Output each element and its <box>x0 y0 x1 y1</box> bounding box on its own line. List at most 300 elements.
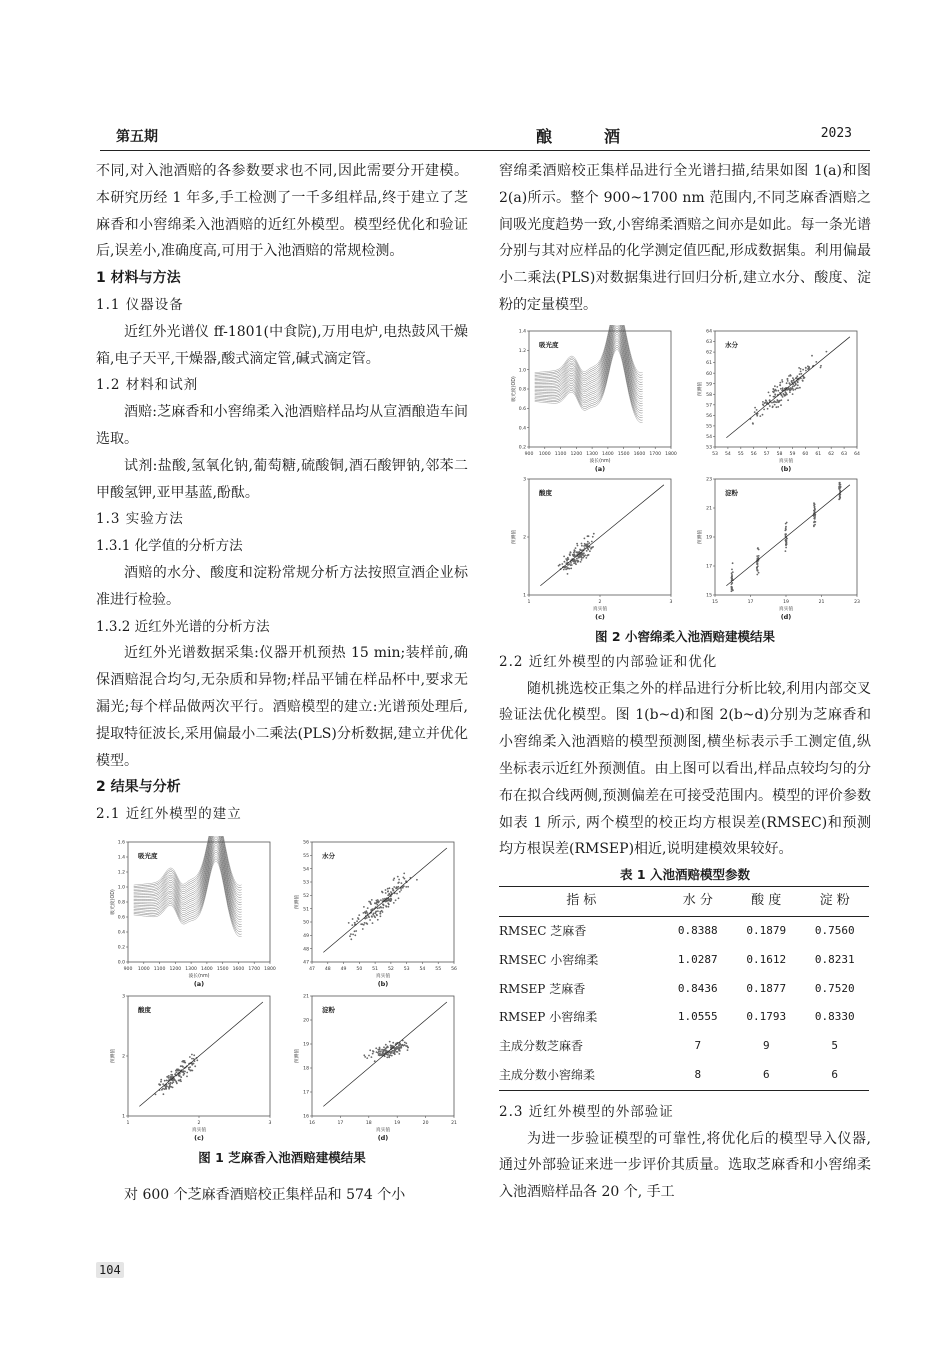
data-point <box>785 527 787 529</box>
data-point <box>772 406 774 408</box>
data-point <box>784 391 786 393</box>
x-tick-label: 52 <box>387 966 394 972</box>
y-tick-label: 47 <box>303 960 309 966</box>
table-cell: 5 <box>831 1039 839 1053</box>
data-point <box>184 1062 186 1064</box>
data-point <box>369 1049 371 1051</box>
data-point <box>773 391 775 393</box>
table-cell: 6 <box>732 1061 800 1090</box>
data-point <box>567 573 569 575</box>
data-point <box>366 1057 368 1059</box>
y-tick-label: 1 <box>122 1114 125 1120</box>
data-point <box>381 910 383 912</box>
y-axis-label: 吸光度(OD) <box>512 375 517 402</box>
table-header-cell: 水 分 <box>664 887 732 917</box>
data-point <box>566 566 568 568</box>
data-point <box>350 938 352 940</box>
data-point <box>350 933 352 935</box>
data-point <box>372 914 374 916</box>
data-point <box>397 1048 399 1050</box>
data-point <box>386 1056 388 1058</box>
data-point <box>839 487 841 489</box>
x-tick-label: 1400 <box>201 966 213 972</box>
data-point <box>160 1081 162 1083</box>
table-row <box>499 1061 869 1090</box>
x-tick-label: 1100 <box>153 966 166 972</box>
data-point <box>583 555 585 557</box>
data-point <box>815 361 817 363</box>
section-2-heading: 2 结果与分析 <box>96 779 181 796</box>
y-axis-label: 预测值 <box>512 529 517 544</box>
x-tick-label: 23 <box>854 599 860 605</box>
panel-sublabel: (a) <box>193 979 205 988</box>
data-point <box>184 1060 186 1062</box>
table-cell: 0.1877 <box>746 981 787 995</box>
data-point <box>778 400 780 402</box>
data-point <box>790 389 792 391</box>
data-point <box>587 543 589 545</box>
data-point <box>798 367 800 369</box>
y-tick-label: 1.0 <box>518 368 526 374</box>
data-point <box>387 888 389 890</box>
table-cell: 9 <box>762 1039 770 1053</box>
data-point <box>416 879 418 881</box>
fig1-panel-b <box>290 836 462 992</box>
data-point <box>783 393 785 395</box>
x-tick-label: 1000 <box>137 966 150 972</box>
data-point <box>382 907 384 909</box>
panel-sublabel: (a) <box>594 464 606 473</box>
data-point <box>587 554 589 556</box>
data-point <box>567 567 569 569</box>
y-tick-label: 1.4 <box>518 329 526 335</box>
y-tick-label: 61 <box>706 361 712 367</box>
data-point <box>576 559 578 561</box>
x-tick-label: 19 <box>394 1120 401 1126</box>
x-tick-label: 56 <box>451 966 457 972</box>
y-tick-label: 2 <box>122 1054 125 1060</box>
data-point <box>382 898 384 900</box>
y-tick-label: 1.6 <box>117 840 125 846</box>
data-point <box>757 569 759 571</box>
data-point <box>782 381 784 383</box>
data-point <box>785 526 787 528</box>
panel-label: 淀粉 <box>725 488 738 497</box>
data-point <box>782 389 784 391</box>
data-point <box>776 399 778 401</box>
data-point <box>776 386 778 388</box>
data-point <box>393 1052 395 1054</box>
table-cell: 8 <box>664 1061 732 1090</box>
x-tick-label: 1600 <box>633 451 646 457</box>
data-point <box>375 1047 377 1049</box>
data-point <box>570 551 572 553</box>
table-row <box>499 916 869 945</box>
data-point <box>573 562 575 564</box>
panel-label: 吸光度 <box>539 340 559 349</box>
y-axis-label: 预测值 <box>295 1048 300 1064</box>
data-point <box>588 535 590 537</box>
plot-frame <box>128 842 270 962</box>
x-tick-label: 21 <box>451 1120 457 1126</box>
y-tick-label: 3 <box>122 994 125 1000</box>
left-column <box>96 158 468 1209</box>
data-point <box>397 886 399 888</box>
data-point <box>393 877 395 879</box>
right-top-paragraph: 窖绵柔酒赔校正集样品进行全光谱扫描,结果如图 1(a)和图 2(a)所示。整个 900~1700 nm 范围内,不同芝麻香酒赔之间吸光度趋势一致,小窖绵柔酒赔之间亦是如此。每一条光谱分别与其对应样品的化学测定值匹配,形成数据集。利用偏最小二乘法(PLS)对数据集进行回归分析,建立水分、酸度、淀粉的定量模型。 <box>499 163 871 313</box>
data-point <box>756 409 758 411</box>
section-1-2-text-2: 试剂:盐酸,氢氧化钠,葡萄糖,硫酸铜,酒石酸钾钠,邻苯二甲酸氢钾,亚甲基蓝,酚酞。 <box>96 457 468 501</box>
x-tick-label: 1300 <box>586 451 598 457</box>
section-1-3-heading: 1.3 实验方法 <box>96 511 184 528</box>
data-point <box>371 1056 373 1058</box>
data-point <box>811 355 813 357</box>
data-point <box>786 521 788 523</box>
data-point <box>800 373 802 375</box>
panel-label: 吸光度 <box>138 851 158 860</box>
data-point <box>391 1051 393 1053</box>
x-tick-label: 49 <box>340 966 347 972</box>
figure-1-caption: 图 1 芝麻香入池酒赔建模结果 <box>198 1149 366 1165</box>
data-point <box>392 890 394 892</box>
data-point <box>164 1080 166 1082</box>
data-point <box>170 1082 172 1084</box>
data-point <box>354 930 356 932</box>
data-point <box>400 889 402 891</box>
x-tick-label: 53 <box>403 966 410 972</box>
x-tick-label: 16 <box>309 1120 315 1126</box>
data-point <box>166 1079 168 1081</box>
y-tick-label: 56 <box>706 413 712 419</box>
data-point <box>367 907 369 909</box>
data-point <box>374 915 376 917</box>
y-tick-label: 20 <box>303 1018 309 1024</box>
data-point <box>581 545 583 547</box>
data-point <box>398 881 400 883</box>
data-point <box>180 1076 182 1078</box>
data-point <box>793 379 795 381</box>
section-1-heading: 1 材料与方法 <box>96 270 181 287</box>
x-axis-label: 真实值 <box>375 973 391 979</box>
data-point <box>752 422 754 424</box>
data-point <box>405 1042 407 1044</box>
data-point <box>731 576 733 578</box>
data-point <box>191 1054 193 1056</box>
data-point <box>762 403 764 405</box>
table-cell: RMSEP 芝麻香 <box>499 981 586 996</box>
data-point <box>404 878 406 880</box>
y-tick-label: 18 <box>303 1066 309 1072</box>
y-tick-label: 55 <box>303 853 309 859</box>
data-point <box>577 544 579 546</box>
data-point <box>182 1066 184 1068</box>
x-tick-label: 17 <box>337 1120 344 1126</box>
data-point <box>364 1056 366 1058</box>
x-tick-label: 1100 <box>554 451 567 457</box>
y-tick-label: 57 <box>706 403 712 409</box>
x-tick-label: 1500 <box>216 966 229 972</box>
y-tick-label: 64 <box>706 329 712 335</box>
data-point <box>788 382 790 384</box>
data-point <box>813 509 815 511</box>
data-point <box>802 368 804 370</box>
data-point <box>392 1042 394 1044</box>
data-point <box>403 885 405 887</box>
x-tick-label: 17 <box>747 599 754 605</box>
x-tick-label: 15 <box>712 599 718 605</box>
table-cell: 主成分数小窖绵柔 <box>499 1061 664 1090</box>
data-point <box>567 557 569 559</box>
y-tick-label: 3 <box>523 477 526 483</box>
table-cell: 0.8231 <box>814 952 855 966</box>
data-point <box>792 377 794 379</box>
data-point <box>839 484 841 486</box>
data-point <box>365 911 367 913</box>
data-point <box>762 414 764 416</box>
data-point <box>805 369 807 371</box>
data-point <box>784 394 786 396</box>
data-point <box>385 892 387 894</box>
year-label: 2023 <box>820 126 852 141</box>
data-point <box>355 930 357 932</box>
y-tick-label: 59 <box>706 382 712 388</box>
data-point <box>390 891 392 893</box>
x-tick-label: 1800 <box>264 966 276 972</box>
data-point <box>813 524 815 526</box>
data-point <box>785 533 787 535</box>
data-point <box>380 915 382 917</box>
data-point <box>731 587 733 589</box>
x-tick-label: 47 <box>309 966 315 972</box>
y-tick-label: 21 <box>303 994 309 1000</box>
data-point <box>374 1060 376 1062</box>
panel-label: 淀粉 <box>322 1005 335 1014</box>
y-tick-label: 48 <box>303 947 309 953</box>
y-tick-label: 0.8 <box>117 900 125 906</box>
panel-sublabel: (b) <box>780 464 792 473</box>
page-header <box>100 124 870 148</box>
data-point <box>731 572 733 574</box>
fig1-panel-d <box>290 990 462 1146</box>
x-tick-label: 1700 <box>649 451 662 457</box>
data-point <box>814 508 816 510</box>
data-point <box>397 876 399 878</box>
data-point <box>384 898 386 900</box>
data-point <box>179 1075 181 1077</box>
data-point <box>779 381 781 383</box>
data-point <box>192 1070 194 1072</box>
data-point <box>155 1093 157 1095</box>
y-tick-label: 0.4 <box>518 426 526 432</box>
x-axis-label: 真实值 <box>778 606 794 612</box>
x-tick-label: 1000 <box>538 451 551 457</box>
y-tick-label: 54 <box>303 867 309 873</box>
table-cell: 7 <box>694 1039 702 1053</box>
data-point <box>388 906 390 908</box>
figure-2 <box>499 323 871 625</box>
section-1-3-2-text: 近红外光谱数据采集:仪器开机预热 15 min;装样前,确保酒赔混合均匀,无杂质和异物;样品平铺在样品杯中,要求无漏光;每个样品做两次平行。酒赔模型的建立:光谱预处理后,提取特征波长,采用偏最小二乘法(PLS)分析数据,建立并优化模型。 <box>96 645 468 769</box>
data-point <box>764 402 766 404</box>
data-point <box>172 1081 174 1083</box>
data-point <box>787 399 789 401</box>
y-tick-label: 0.0 <box>117 960 125 966</box>
fig2-panel-b <box>693 325 865 477</box>
data-point <box>170 1076 172 1078</box>
data-point <box>784 529 786 531</box>
section-1-2-text-1: 酒赔:芝麻香和小窖绵柔入池酒赔样品均从宣酒酿造车间选取。 <box>96 404 468 447</box>
data-point <box>731 582 733 584</box>
section-1-3-1-text: 酒赔的水分、酸度和淀粉常规分析方法按照宣酒企业标准进行检验。 <box>96 564 468 608</box>
y-tick-label: 0.2 <box>518 445 526 451</box>
panel-label: 酸度 <box>539 488 552 497</box>
data-point <box>181 1061 183 1063</box>
y-tick-label: 1.2 <box>117 870 125 876</box>
y-tick-label: 51 <box>303 907 309 913</box>
data-point <box>786 382 788 384</box>
data-point <box>773 401 775 403</box>
data-point <box>395 1051 397 1053</box>
journal-title: 酿酒 <box>536 127 673 146</box>
data-point <box>563 568 565 570</box>
data-point <box>167 1076 169 1078</box>
data-point <box>370 902 372 904</box>
data-point <box>563 555 565 557</box>
data-point <box>171 1086 173 1088</box>
data-point <box>407 886 409 888</box>
data-point <box>576 557 578 559</box>
data-point <box>807 368 809 370</box>
table-cell: 1.0287 <box>677 952 718 966</box>
data-point <box>780 388 782 390</box>
table-cell: 0.7560 <box>814 923 855 937</box>
x-tick-label: 57 <box>763 451 770 457</box>
data-point <box>352 933 354 935</box>
data-point <box>580 554 582 556</box>
data-point <box>371 899 373 901</box>
data-point <box>786 543 788 545</box>
x-tick-label: 54 <box>724 451 731 457</box>
data-point <box>775 389 777 391</box>
data-point <box>393 879 395 881</box>
issue-label: 第五期 <box>116 129 158 145</box>
data-point <box>826 350 828 352</box>
data-point <box>186 1072 188 1074</box>
data-point <box>171 1071 173 1073</box>
table-header-cell: 酸 度 <box>732 887 800 917</box>
y-tick-label: 2 <box>523 535 526 541</box>
x-tick-label: 1200 <box>169 966 182 972</box>
table-row <box>499 975 869 1004</box>
data-point <box>163 1093 165 1095</box>
data-point <box>189 1056 191 1058</box>
x-axis-label: 真实值 <box>592 606 608 612</box>
data-point <box>758 555 760 557</box>
data-point <box>169 1085 171 1087</box>
data-point <box>389 1054 391 1056</box>
data-point <box>398 1044 400 1046</box>
section-2-2-text: 随机挑选校正集之外的样品进行分析比较,利用内部交叉验证法优化模型。图 1(b~d)和图 2(b~d)分别为芝麻香和小窖绵柔入池酒赔的模型预测图,横坐标表示手工测定值,纵坐标表示近红外预测值。由上图可以看出,样品点较均匀的分布在拟合线两侧,预测偏差在可接受范围内。模型的评价参数如表 1 所示, 两个模型的校正均方根误差(RMSEC)和预测均方根误差(RMSEP)相近,说明建模效果较好。 <box>499 680 871 858</box>
y-tick-label: 0.8 <box>518 387 526 393</box>
data-point <box>172 1080 174 1082</box>
data-point <box>404 1041 406 1043</box>
section-2-2-heading: 2.2 近红外模型的内部验证和优化 <box>499 653 718 670</box>
data-point <box>395 887 397 889</box>
fig2-panel-d <box>693 473 865 625</box>
panel-sublabel: (d) <box>377 1133 389 1142</box>
fig2-panel-c <box>507 473 679 625</box>
data-point <box>762 401 764 403</box>
data-point <box>775 401 777 403</box>
data-point <box>779 384 781 386</box>
x-tick-label: 900 <box>524 451 534 457</box>
data-point <box>754 411 756 413</box>
section-1-1-heading: 1.1 仪器设备 <box>96 296 184 313</box>
data-point <box>400 1047 402 1049</box>
data-point <box>160 1079 162 1081</box>
data-point <box>348 922 350 924</box>
data-point <box>405 886 407 888</box>
x-tick-label: 64 <box>854 451 860 457</box>
data-point <box>820 365 822 367</box>
data-point <box>364 922 366 924</box>
data-point <box>377 910 379 912</box>
x-axis-label: 真实值 <box>191 1127 207 1133</box>
table-header-row <box>499 887 869 917</box>
data-point <box>584 537 586 539</box>
data-point <box>757 547 759 549</box>
data-point <box>377 899 379 901</box>
data-point <box>391 1045 393 1047</box>
data-point <box>376 914 378 916</box>
data-point <box>789 391 791 393</box>
data-point <box>381 891 383 893</box>
data-point <box>805 367 807 369</box>
section-1-3-2-heading: 1.3.2 近红外光谱的分析方法 <box>96 618 270 635</box>
x-tick-label: 900 <box>123 966 133 972</box>
data-point <box>375 911 377 913</box>
data-point <box>183 1074 185 1076</box>
table-cell: 1.0555 <box>677 1010 718 1024</box>
data-point <box>399 891 401 893</box>
data-point <box>179 1080 181 1082</box>
x-tick-label: 1200 <box>570 451 583 457</box>
data-point <box>588 542 590 544</box>
data-point <box>403 872 405 874</box>
data-point <box>791 387 793 389</box>
section-2-3-heading: 2.3 近红外模型的外部验证 <box>499 1103 674 1120</box>
panel-sublabel: (b) <box>377 979 389 988</box>
data-point <box>363 906 365 908</box>
x-tick-label: 1700 <box>248 966 261 972</box>
data-point <box>561 563 563 565</box>
y-tick-label: 1 <box>523 593 526 599</box>
table-1-caption: 表 1 入池酒赔模型参数 <box>620 867 750 883</box>
data-point <box>385 905 387 907</box>
x-axis-label: 波长(nm) <box>188 973 210 979</box>
y-tick-label: 54 <box>706 434 712 440</box>
data-point <box>799 387 801 389</box>
y-tick-label: 0.6 <box>518 406 526 412</box>
table-cell: 0.8436 <box>677 981 718 995</box>
y-tick-label: 17 <box>303 1090 309 1096</box>
data-point <box>357 917 359 919</box>
data-point <box>162 1083 164 1085</box>
data-point <box>576 542 578 544</box>
data-point <box>159 1084 161 1086</box>
data-point <box>188 1068 190 1070</box>
x-tick-label: 1400 <box>602 451 614 457</box>
data-point <box>754 406 756 408</box>
